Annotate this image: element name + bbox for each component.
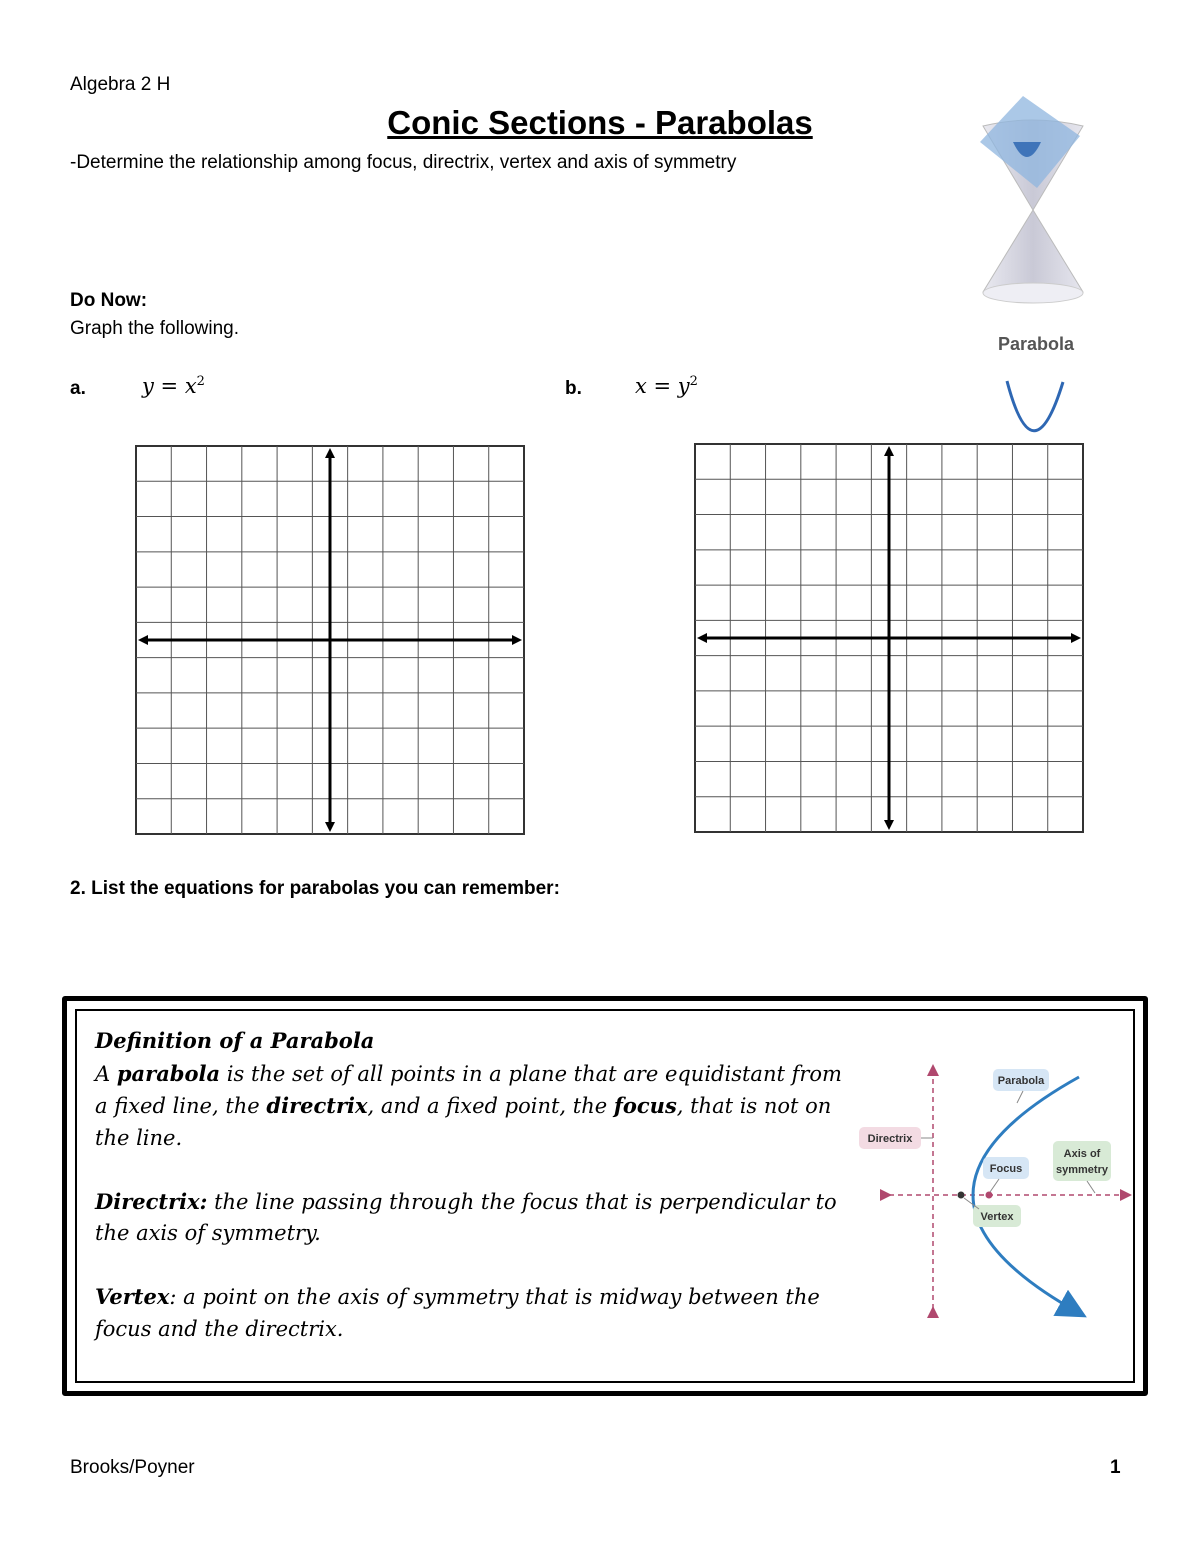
problem-b-equation: $x = y^2$ [635,374,698,398]
problem-a-label: a. [70,378,86,399]
graph-grid-b[interactable] [694,443,1084,835]
cone-figure-label: Parabola [998,334,1075,354]
page-number: 1 [1110,1457,1121,1478]
vertex-definition: Vertex: a point on the axis of symmetry that is midway between the focus and the directrix. [95,1284,820,1341]
page-title: Conic Sections - Parabolas [387,104,813,141]
parabola-anatomy-diagram [847,1059,1147,1327]
definition-box [62,996,1148,1396]
focus-point [986,1192,993,1199]
conic-cone-illustration [975,92,1090,447]
do-now-instruction: Graph the following. [70,318,239,339]
diagram-label-focus: Focus [989,1163,1023,1175]
diagram-label-axis-line2: symmetry [1056,1164,1108,1176]
objective-text: -Determine the relationship among focus, directrix, vertex and axis of symmetry [70,152,737,173]
footer-authors: Brooks/Poyner [70,1457,195,1478]
vertex-point [958,1192,965,1199]
graph-grid-a[interactable] [135,445,525,837]
question-2: 2. List the equations for parabolas you can remember: [70,878,560,899]
do-now-heading: Do Now: [70,290,148,311]
problem-a-equation: $y = x^2$ [142,374,205,398]
definition-text [95,1025,855,1345]
problem-b-label: b. [565,378,582,399]
parabola-curve-icon [1007,381,1063,431]
diagram-label-parabola: Parabola [997,1075,1045,1087]
diagram-label-vertex: Vertex [980,1211,1014,1223]
directrix-definition: Directrix: the line passing through the focus that is perpendicular to the axis of symmetry. [95,1188,837,1245]
course-name: Algebra 2 H [70,74,171,95]
parabola-definition: A parabola is the set of all points in a plane that are equidistant from a fixed line, the directrix, and a fixed point, the focus, that is not on the line. [95,1060,842,1150]
diagram-label-directrix: Directrix [867,1133,913,1145]
definition-heading: Definition of a Parabola [95,1028,375,1053]
diagram-label-axis-line1: Axis of [1063,1148,1101,1160]
